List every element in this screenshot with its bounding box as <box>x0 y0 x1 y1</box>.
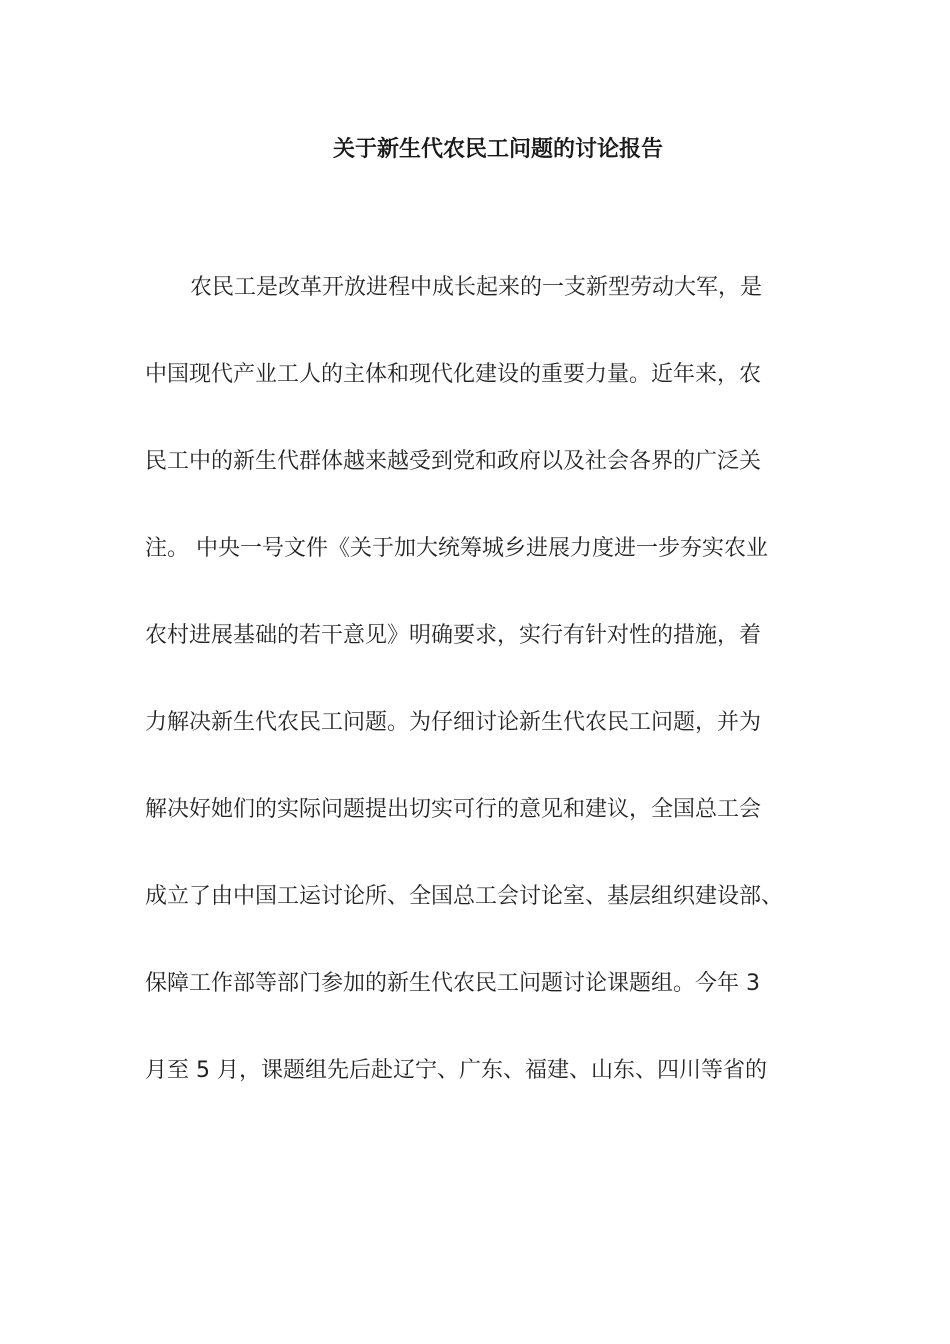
paragraph-line: 中国现代产业工人的主体和现代化建设的重要力量。近年来，农 <box>145 362 762 387</box>
paragraph-line: 解决好她们的实际问题提出切实可行的意见和建议，全国总工会 <box>145 797 762 822</box>
paragraph-line: 保障工作部等部门参加的新生代农民工问题讨论课题组。今年 3 <box>145 971 760 996</box>
paragraph-line: 农村进展基础的若干意见》明确要求，实行有针对性的措施，着 <box>145 623 762 648</box>
paragraph-line: 月至 5 月，课题组先后赴辽宁、广东、福建、山东、四川等省的 <box>145 1058 767 1083</box>
document-title: 关于新生代农民工问题的讨论报告 <box>332 137 663 162</box>
paragraph-line: 力解决新生代农民工问题。为仔细讨论新生代农民工问题，并为 <box>145 710 762 735</box>
paragraph-line: 民工中的新生代群体越来越受到党和政府以及社会各界的广泛关 <box>145 449 762 474</box>
paragraph-line: 注。 中央一号文件《关于加大统筹城乡进展力度进一步夯实农业 <box>145 536 768 561</box>
paragraph-line: 农民工是改革开放进程中成长起来的一支新型劳动大军，是 <box>190 275 763 300</box>
paragraph-line: 成立了由中国工运讨论所、全国总工会讨论室、基层组织建设部、 <box>145 884 784 909</box>
